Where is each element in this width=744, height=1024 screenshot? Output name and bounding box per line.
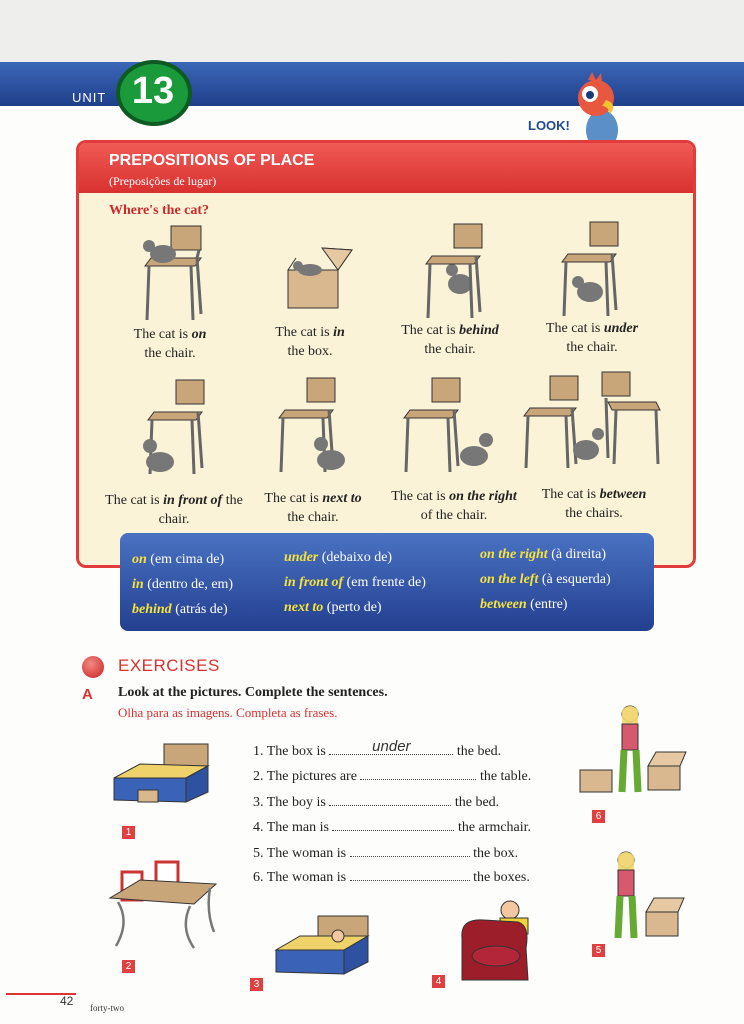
exercises-title: EXERCISES bbox=[118, 656, 220, 675]
bed-box-picture bbox=[112, 742, 212, 812]
answer-field-3[interactable] bbox=[329, 793, 451, 806]
answer-field-4[interactable] bbox=[332, 818, 454, 831]
sentence-1: 1. The box is under the bed. bbox=[253, 738, 502, 759]
exercise-instruction-pt: Olha para as imagens. Completa as frases. bbox=[118, 705, 338, 720]
picture-number-1: 1 bbox=[122, 826, 135, 839]
caption-next-to: The cat is next to the chair. bbox=[264, 491, 362, 525]
illustration-next-to bbox=[275, 376, 355, 476]
woman-box-picture bbox=[610, 850, 690, 944]
sentence-6: 6. The woman is the boxes. bbox=[253, 870, 530, 885]
vocab-between: between (entre) bbox=[480, 597, 568, 612]
table-pictures-picture bbox=[110, 862, 220, 952]
answer-field-2[interactable] bbox=[360, 767, 476, 780]
exercises-bullet-icon bbox=[82, 656, 104, 678]
question: Where's the cat? bbox=[109, 203, 210, 218]
unit-number: 13 bbox=[131, 70, 175, 112]
vocab-in-front-of: in front of (em frente de) bbox=[284, 575, 426, 590]
caption-on-the-right: The cat is on the right of the chair. bbox=[391, 489, 517, 523]
cat-icon bbox=[314, 437, 345, 470]
answer-field-5[interactable] bbox=[350, 844, 470, 857]
answer-field-6[interactable] bbox=[350, 868, 470, 881]
unit-label: UNIT bbox=[72, 90, 107, 105]
picture-number-2: 2 bbox=[122, 960, 135, 973]
illustration-between bbox=[522, 370, 662, 470]
vocab-under: under (debaixo de) bbox=[284, 550, 393, 565]
cat-icon bbox=[446, 264, 472, 294]
chair-icon bbox=[404, 378, 460, 472]
cat-icon bbox=[572, 276, 603, 302]
vocab-in: in (dentro de, em) bbox=[132, 577, 234, 592]
page-number-words: forty-two bbox=[90, 1003, 124, 1013]
prepositions-title: PREPOSITIONS OF PLACE bbox=[109, 152, 315, 169]
caption-behind: The cat is behind the chair. bbox=[401, 323, 499, 357]
vocab-next-to: next to (perto de) bbox=[284, 600, 382, 615]
chair-icon bbox=[524, 376, 578, 468]
sentence-3: 3. The boy is the bed. bbox=[253, 795, 500, 810]
cat-icon bbox=[143, 439, 174, 472]
caption-on: The cat is on the chair. bbox=[133, 327, 207, 361]
exercise-instruction: Look at the pictures. Complete the sentences. bbox=[118, 685, 388, 700]
cat-icon bbox=[573, 428, 604, 460]
box-icon bbox=[288, 248, 352, 308]
page-number: 42 bbox=[60, 994, 74, 1008]
illustration-in bbox=[282, 246, 362, 316]
illustration-right bbox=[400, 376, 500, 476]
top-band bbox=[0, 0, 744, 62]
caption-between: The cat is between the chairs. bbox=[541, 487, 647, 521]
sentence-2: 2. The pictures are the table. bbox=[253, 769, 532, 784]
prepositions-subtitle: (Preposições de lugar) bbox=[109, 174, 217, 188]
look-label: LOOK! bbox=[528, 118, 570, 133]
answer-field-1[interactable]: under bbox=[329, 742, 453, 755]
illustration-on bbox=[135, 224, 215, 324]
illustration-under bbox=[556, 220, 636, 320]
vocab-behind: behind (atrás de) bbox=[132, 602, 228, 617]
illustration-behind bbox=[418, 222, 498, 322]
boy-bed-picture bbox=[274, 914, 374, 980]
chair-icon bbox=[602, 372, 660, 464]
exercise-letter: A bbox=[82, 686, 93, 703]
illustration-front bbox=[140, 378, 220, 478]
woman-boxes-picture bbox=[578, 704, 688, 800]
cat-icon bbox=[460, 433, 493, 466]
chair-icon bbox=[145, 226, 201, 320]
picture-number-3: 3 bbox=[250, 978, 263, 991]
picture-number-6: 6 bbox=[592, 810, 605, 823]
vocab-on: on (em cima de) bbox=[132, 552, 225, 567]
picture-number-4: 4 bbox=[432, 975, 445, 988]
vocab-on-the-right: on the right (à direita) bbox=[480, 547, 606, 562]
caption-in-front-of: The cat is in front of the chair. bbox=[105, 493, 243, 527]
vocab-on-the-left: on the left (à esquerda) bbox=[480, 572, 611, 587]
sentence-4: 4. The man is the armchair. bbox=[253, 820, 532, 835]
picture-number-5: 5 bbox=[592, 944, 605, 957]
caption-under: The cat is under the chair. bbox=[545, 321, 639, 355]
man-armchair-picture bbox=[456, 898, 536, 984]
sentence-5: 5. The woman is the box. bbox=[253, 846, 519, 861]
caption-in: The cat is in the box. bbox=[275, 325, 345, 359]
vocabulary-box bbox=[120, 533, 654, 631]
